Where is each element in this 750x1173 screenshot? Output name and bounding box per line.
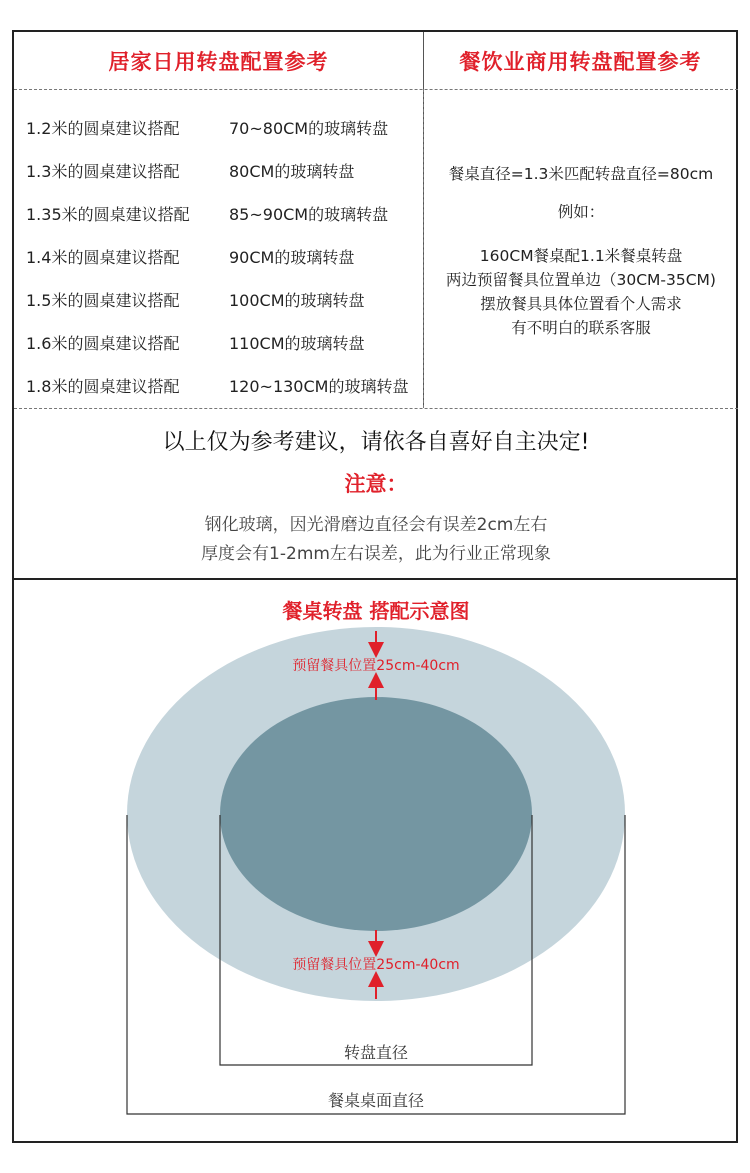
example-line: 摆放餐具具体位置看个人需求	[480, 295, 682, 313]
tray-size: 110CM的玻璃转盘	[229, 334, 365, 353]
tray-size: 85~90CM的玻璃转盘	[229, 205, 389, 224]
list-item	[26, 364, 422, 407]
notice-main: 以上仅为参考建议，请依各自喜好自主决定!	[162, 430, 590, 455]
commercial-config-text	[424, 162, 738, 340]
turntable-diagram	[14, 622, 738, 1142]
table-diameter-label: 餐桌桌面直径	[327, 1091, 425, 1110]
table-size: 1.3米的圆桌建议搭配	[26, 162, 180, 181]
list-item	[26, 321, 422, 364]
table-size: 1.4米的圆桌建议搭配	[26, 248, 180, 267]
notice-line: 厚度会有1-2mm左右误差，此为行业正常现象	[201, 544, 551, 564]
diagram-divider	[14, 578, 738, 580]
example-line: 两边预留餐具位置单边（30CM-35CM)	[446, 271, 716, 289]
commercial-config-title: 餐饮业商用转盘配置参考	[459, 49, 702, 74]
tray-size: 90CM的玻璃转盘	[229, 248, 355, 267]
diagram-title: 餐桌转盘 搭配示意图	[282, 599, 470, 623]
reference-card	[12, 30, 738, 1143]
turntable-ellipse	[220, 697, 532, 931]
section-divider	[14, 408, 738, 409]
notice-title: 注意：	[344, 472, 408, 496]
home-config-title: 居家日用转盘配置参考	[108, 49, 329, 74]
table-size: 1.35米的圆桌建议搭配	[26, 205, 190, 224]
reserve-bottom-label: 预留餐具位置25cm-40cm	[292, 957, 460, 973]
tray-size: 120~130CM的玻璃转盘	[229, 377, 409, 396]
tray-size: 100CM的玻璃转盘	[229, 291, 365, 310]
list-item	[26, 235, 422, 278]
list-item	[26, 149, 422, 192]
table-size: 1.5米的圆桌建议搭配	[26, 291, 180, 310]
reserve-top-label: 预留餐具位置25cm-40cm	[292, 658, 460, 674]
list-item	[26, 106, 422, 149]
example-line: 160CM餐桌配1.1米餐桌转盘	[479, 247, 683, 265]
formula-text: 餐桌直径=1.3米匹配转盘直径=80cm	[448, 165, 714, 183]
turntable-diameter-label: 转盘直径	[343, 1043, 409, 1062]
tray-size: 70~80CM的玻璃转盘	[229, 119, 389, 138]
home-config-list	[26, 106, 422, 407]
example-line: 有不明白的联系客服	[511, 319, 651, 337]
tray-size: 80CM的玻璃转盘	[229, 162, 355, 181]
example-label: 例如：	[557, 203, 605, 221]
table-size: 1.6米的圆桌建议搭配	[26, 334, 180, 353]
list-item	[26, 192, 422, 235]
header-divider	[14, 89, 738, 90]
list-item	[26, 278, 422, 321]
table-size: 1.8米的圆桌建议搭配	[26, 377, 180, 396]
table-size: 1.2米的圆桌建议搭配	[26, 119, 180, 138]
notice-line: 钢化玻璃，因光滑磨边直径会有误差2cm左右	[204, 515, 548, 535]
